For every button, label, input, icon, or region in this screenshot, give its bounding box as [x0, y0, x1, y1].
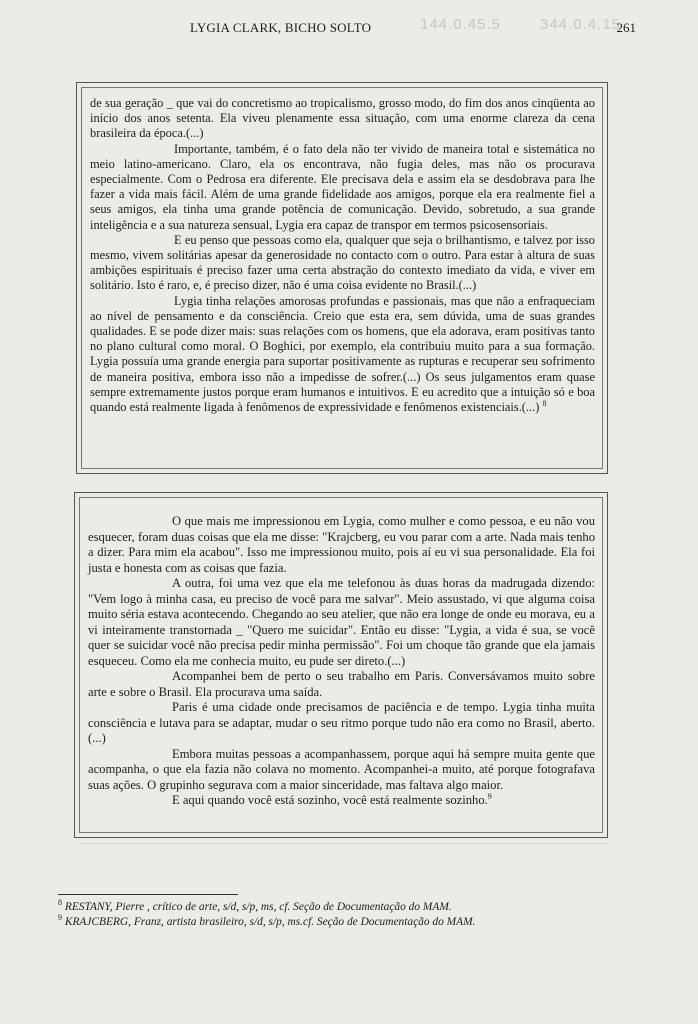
footnote [58, 900, 618, 915]
footnote-rule [58, 894, 238, 895]
quote-paragraph-text: E aqui quando você está sozinho, você está realmente sozinho. [172, 793, 488, 807]
quote-paragraph: A outra, foi uma vez que ela me telefonou às duas horas da madrugada dizendo: "Vem logo à minha casa, eu preciso de você para me salvar". Meio assustado, vi que alguma coisa muito séria estava acontecendo. Chegando ao seu atelier, que não era longe de onde eu morava, eu a vi inteiramente transtornada _ "Quero me suicidar". Então eu disse: "Lygia, a vida é sua, se você quer se suicidar você não precisa pedir minha permissão". Foi um choque tão grande que ela jamais esqueceu. Como ela me conhecia muito, eu pude ser direto.(...) [88, 576, 595, 668]
quote-paragraph: Paris é uma cidade onde precisamos de paciência e de tempo. Lygia tinha muita consciência e lutava para se adaptar, mudar o seu ritmo porque tudo não era como no Brasil, aberto.(...) [88, 700, 595, 745]
quote-paragraph [90, 294, 595, 416]
running-header [0, 16, 698, 40]
quote-paragraph: Importante, também, é o fato dela não ter vivido de maneira total e sistemática no meio latino-americano. Claro, ela os encontrava, não fugia deles, mas não os procurava especialmente. Com o Pedrosa era diferente. Ele precisava dela e assim ela se desdobrava para lhe fazer a vida mais fácil. Além de uma grande fidelidade aos amigos, porque ela era realmente fiel a seus amigos, ela tinha uma grande potência de comunicação. Devido, sobretudo, a sua grande inteligência e a sua natureza sensual, Lygia era capaz de transpor em termos psicosensoriais. [90, 141, 595, 232]
pencil-inventory-mark: 144.0.45.5 [420, 16, 501, 33]
footnote-reference: 8 [542, 398, 547, 408]
quote-box-krajcberg [74, 492, 608, 838]
footnote [58, 915, 618, 930]
footnote-number: 8 [58, 898, 62, 908]
footnote-text: RESTANY, Pierre , crítico de arte, s/d, s/p, ms, cf. Seção de Documentação do MAM. [64, 901, 452, 913]
quote-paragraph: Acompanhei bem de perto o seu trabalho em Paris. Conversávamos muito sobre arte e sobre o Brasil. Ela procurava uma saída. [88, 669, 595, 699]
running-title: LYGIA CLARK, BICHO SOLTO [190, 20, 372, 35]
quote-paragraph: Embora muitas pessoas a acompanhassem, porque aqui há sempre muita gente que acompanha, o que ela fazia não colava no momento. Acompanhei-a muito, até porque fotografava suas ações. O grupinho segurava com a maior sinceridade, mas faltava algo maior. [88, 746, 595, 792]
quote-box-restany [76, 82, 608, 474]
quote-paragraph: O que mais me impressionou em Lygia, como mulher e como pessoa, e eu não vou esquecer, foram duas coisas que ela me disse: "Krajcberg, eu vou parar com a arte. Nada mais tenho a dizer. Para mim ela acabou". Isso me impressionou muito, pois aí eu vi sua personalidade. Ela foi justa e honesta com as coisas que fazia. [88, 514, 595, 575]
pencil-inventory-mark: 344.0.4.15 [540, 16, 621, 33]
footnote-number: 9 [58, 913, 62, 923]
quote-paragraph: E eu penso que pessoas como ela, qualquer que seja o brilhantismo, e talvez por isso mesmo, vivem solitárias apesar da generosidade no contacto com o outro. Para estar à altura de suas ambições espirituais é preciso fazer uma certa abstração do contexto imediato da vida, e viver em solitário. Isto é raro, e, é preciso dizer, não é uma coisa evidente no Brasil.(...) [90, 232, 595, 293]
quote-paragraph-text: Lygia tinha relações amorosas profundas e passionais, mas que não a enfraqueciam ao nível de pensamento e da consciência. Creio que esta era, sem dúvida, uma de suas grandes qualidades. E se pode dizer mais: suas relações com os homens, que ela adorava, eram positivas tanto no plano cultural como moral. O Boghici, por exemplo, ela contribuiu muito para a sua formação. Lygia possuía uma grande energia para suportar positivamente as rupturas e recuperar seu sofrimento de maneira positiva, embora isso não a impedisse de sofrer.(...) Os seus julgamentos eram quase sempre extremamente justos porque eram humanos e intuitivos. E eu acredito que a intuição só e boa quando está realmente ligada à fenômenos de expressividade e fenômenos existenciais.(...) [90, 293, 595, 415]
quote-paragraph [88, 793, 595, 809]
page-number: 261 [616, 20, 636, 35]
footnotes [58, 900, 618, 930]
footnote-text: KRAJCBERG, Franz, artista brasileiro, s/d, s/p, ms.cf. Seção de Documentação do MAM. [64, 916, 476, 928]
footnote-reference: 9 [487, 791, 492, 801]
quote-paragraph: de sua geração _ que vai do concretismo ao tropicalismo, grosso modo, do fim dos anos cinqüenta ao início dos anos setenta. Ela viveu plenamente essa situação, com uma enorme clareza da cena brasileira da época.(...) [90, 96, 595, 141]
box-shadow-line [80, 843, 608, 844]
